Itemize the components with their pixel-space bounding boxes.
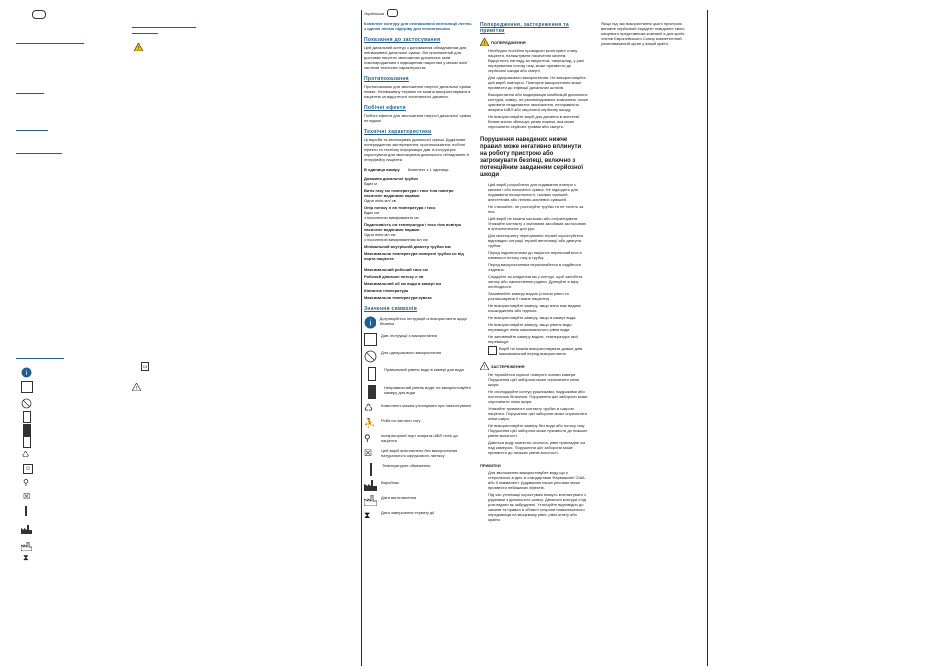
temperature-icon (25, 506, 27, 516)
notes-label: ПРИМІТКИ (480, 463, 501, 468)
caution-icon (132, 378, 141, 396)
symbol-meaning: Температурне обмеження (382, 463, 431, 468)
symbol-row (364, 448, 472, 459)
water-level-icon (23, 436, 31, 448)
svg-text:!: ! (483, 365, 486, 370)
incident-text: Якщо під час використання цього пристрою виникне серйозний інцидент повідомте свого місцевого представника компанії а для країн-членів Європейського Союзу компетентний уповноважений орган у вашій країні. (601, 21, 686, 46)
caution-item: Не охолоджуйте контур рушниками, подушками або постільною білизною. Порушення цієї заборони може спричинити опіки шкіри. (488, 389, 588, 404)
svg-text:!: ! (137, 46, 140, 51)
spec-row: Кімнатна температура (364, 288, 409, 293)
warning-item: Для одноразового використання. Не використовуйте цей виріб повторно. Повторне використання може призвести до інфекції дихальних шляхів. (488, 75, 586, 90)
note-item: Під час утилізації користувачі можуть контактувати з рідинами з дихального шляху. Дихальні контури слід розглядати як забруднені. Утилізуйте відповідно до законів та правил в області охорони навколишнього середовища на місцевому рівні, рівні штату або країни. (488, 492, 586, 522)
person-icon: ⛹ (364, 418, 376, 428)
symbol-row (364, 367, 472, 381)
side-effects-text: Побічні ефекти для зволоження нагрітої дихальної суміші не відомі. (364, 113, 472, 123)
spec-row: Одна лінія мл/ хв (364, 198, 396, 203)
svg-text:!: ! (483, 41, 486, 46)
spec-row: Вдих м (364, 181, 378, 186)
sign-icon: 14 (142, 364, 148, 369)
spec-row: Довжина дихальної трубки (364, 176, 418, 181)
rule-item: Не використовуйте камеру, якщо вона має видимі пошкодження або підтікає. (488, 303, 581, 313)
warning-item: Використання або модифікація комбінацій дихальних контурів, камер, не рекомендованих компанією, може зумовити неадекватне зволоження, несправність апарата ШВЛ або загрозити серйозну шкоду. (488, 92, 588, 112)
language-badge (32, 10, 46, 19)
left-strip (0, 0, 358, 672)
rule-item: Не використовуйте камеру, якщо в камері вода. (488, 315, 577, 320)
spec-row: з посиленою вимірювання см (364, 215, 419, 220)
warning-icon (480, 38, 489, 46)
caution-item: Не торкайтеся гарячої поверхні основи камери. Порушення цієї заборони може спричинити опіки шкіри. (488, 372, 580, 387)
symbol-meaning: Компонент можна утилізувати при напалітуванні (381, 403, 472, 408)
symbol-row (364, 480, 472, 491)
column-divider (361, 10, 362, 666)
symbol-meaning: Неправильний рівень води: не використовуйте камеру для води (384, 385, 471, 395)
bold-heading: Порушення наведених нижче правил може негативно вплинути на роботу пристрою або загрожувати безпеці, включно з потенційним завданням серйозної шкоди (480, 137, 584, 178)
consult-ifu-icon (364, 333, 377, 346)
column-1 (364, 9, 472, 525)
language-label: Українська (364, 10, 385, 16)
symbol-meaning: Роба на частини тату (381, 418, 421, 423)
spec-row: Робочий діапазон потоку л хв (364, 274, 424, 279)
inspiratory-port-icon: ⚲ (364, 433, 371, 443)
svg-text:!: ! (135, 386, 138, 391)
strip-line (16, 93, 44, 94)
technical-text: Ці вироби та зволожувачі дихальної суміші. Додаткове попередження застереження: протипоказання: побічні ефекти та технічну інформацію див. в інструкціях користувача для зволожувача дихального обладнання й інтерфейсу пацієнта (364, 137, 469, 162)
side-effects-heading: Побічні ефекти (364, 105, 406, 111)
symbols-list (364, 316, 472, 521)
latex-free-icon: ☒ (364, 448, 373, 458)
symbol-meaning: Цей виріб виготовлено без використання натурального каучукового латексу (381, 448, 458, 458)
caution-item: Не використовуйте камеру без води або потоку газу. Порушення цієї заборони може призвести до низьких рівнів вологості. (488, 423, 588, 438)
symbol-row (364, 385, 472, 399)
strip-line (16, 130, 48, 131)
document-title: Комплект контуру для неінвазивної вентиляції легень з одною лінією підігріву для неонатальних (364, 21, 472, 31)
symbol-row (364, 403, 472, 414)
rule-item: Для моніторингу пересування терапії користуйтеся відповідно ситуації терапії вентиляції або двигуна трубки. (488, 233, 583, 248)
rule-item: Виріб не можна використовувати довше днів максимальний період використання. (499, 346, 583, 356)
symbol-row (364, 418, 472, 429)
column-divider (707, 10, 708, 666)
spec-row: Максимальний об єм води в камері мл (364, 281, 442, 286)
caution-icon (480, 362, 489, 370)
column-3 (601, 21, 695, 46)
rule-item: Цей виріб розроблено для подавання повітря з киснем і обо насиченої суміші. Не підходить для подавання пісоцелюності, газових сумішей, анестетиків або гелієво-кисневих сумішей. (488, 182, 578, 202)
symbols-heading: Значення символів (364, 306, 418, 312)
symbol-meaning: Інспіраторний порт апарата ШВЛ потік до пацієнта (381, 433, 458, 443)
symbol-meaning: Дата виготовлення (381, 495, 417, 500)
spec-row: Вдих см (364, 210, 380, 215)
spec-row: Мінімальний внутрішній діаметр трубки мм (364, 244, 451, 249)
svg-text:i: i (369, 318, 372, 328)
rule-item: Перед використанням переконайтеся в надійності з'єднань. (488, 262, 582, 272)
spec-row: Максимальна температура поверхні трубки со від порта пацієнта (364, 251, 464, 261)
spec-row: Податливість см температура і тиск тіла повітря насичене водяними парами (364, 222, 462, 232)
water-level-icon (23, 411, 31, 423)
rule-item: Не заповнюйте камеру водою, температура якої перевищує (488, 334, 578, 344)
unit-label: В одиниця виміру (364, 167, 400, 172)
manufacturer-icon (21, 521, 32, 539)
recycle-icon: ♺ (364, 403, 373, 414)
symbol-row (364, 463, 472, 476)
spec-row: Витік газу см температура і тиск тіла повітря насичене водяними парами (364, 188, 454, 198)
warning-icon (134, 38, 143, 56)
spec-row: Опір потоку л хв температура і тиск (364, 205, 436, 210)
spec-row: з посиленою вимірюванням мл см (364, 237, 428, 242)
strip-line (132, 27, 196, 28)
spec-row: Одна лінія мл см (364, 232, 396, 237)
manufacturer-icon (364, 480, 377, 491)
svg-text:i: i (25, 370, 28, 377)
rule-item: Цей виріб не можна частково або стерилізувати. Уникайте контакту з хімічними засобами застосовані в антисептичних для рук. (488, 216, 586, 231)
strip-line (16, 43, 84, 44)
symbol-meaning: Дотримуйтесь інструкцій із використання щодо безпеки (379, 316, 467, 326)
note-item: Для зволоження використовуйте воду що є стерильною згідно зі стандартами Фармакопеї США або її еквівалент. Додавання інших речовин може призвести небажаних ефектів. (488, 470, 585, 490)
strip-line (132, 33, 158, 34)
rule-item: Не стискайте, не розтягуйте трубки та не тягніть за них. (488, 204, 584, 214)
caution-item: Дивіться воду повністю охолола, рівні прикладне см над камерою. Порушення цієї заборони може призвести до низьких рівнів вологості. (488, 440, 585, 455)
symbol-row (364, 495, 472, 506)
contraindications-text: Протипоказань для зволоження нагрітої дихальної суміші немає. Неінвазивну терапію не можна використовувати в пацієнтів за відсутності спонтанного дихання. (364, 84, 472, 99)
language-badge (387, 9, 398, 17)
date-manufacture-icon (364, 495, 377, 506)
spec-row: Максимальний робочий тиск см (364, 267, 428, 272)
temperature-limit-icon (370, 463, 372, 476)
symbol-meaning: Виробник (381, 480, 399, 485)
strip-line (16, 153, 62, 154)
symbol-row (364, 350, 472, 363)
recycle-icon: ♺ (22, 450, 30, 459)
unit-value: Комплект з 1 одиниця (407, 167, 449, 172)
latex-free-icon: ⚲ (23, 478, 29, 487)
column-2 (480, 22, 588, 524)
indications-text: Цей дихальний контур з допоміжним обладнанням для неінвазивної дихальної суміші. Він призначений для доставки нагрітих зволожених дихальних газів новонародженим з підвищеним пацієнтам у межах всієї системи технічних характеристик (364, 45, 468, 70)
symbol-row (364, 333, 472, 346)
spec-row: Максимальна температура кувеза (364, 295, 432, 300)
symbol-row (364, 316, 472, 329)
symbol-meaning: Див. інструкції з використання (381, 333, 437, 338)
max-use-icon (488, 346, 497, 355)
water-level-icon (368, 367, 376, 381)
contraindications-heading: Протипоказання (364, 76, 409, 82)
hourglass-icon: ⧗ (23, 553, 29, 562)
rule-item: Слідкуйте за конденсатом у контурі. щоб запобігти затоку або накопиченню рідини. Дренуйте в міру необхідності. (488, 274, 583, 289)
warning-item: Не використовуйте виріб для дихання в анестезії. Вплив кисню збільшує ризик пожежі, яка може спричинити серйозні травми або смерть. (488, 114, 581, 129)
symbol-row (364, 510, 472, 521)
symbol-row (364, 433, 472, 444)
rule-item: Заповнюйте камеру водою (стоячи рівно та розташовуючи її нижче пацієнта). (488, 291, 569, 301)
rule-item: Не використовуйте камеру, якщо рівень води перевищує лінію максимального рівня води. (488, 322, 572, 332)
symbol-meaning: Правильний рівень води в камері для води (384, 367, 464, 372)
indications-heading: Показання до застосування (364, 37, 441, 43)
spec-table (364, 176, 472, 300)
caution-item: Уникайте тривалого контакту трубки зі шкірою пацієнта. Порушення цієї заборони може спричинити опіки шкіри. (488, 406, 587, 421)
strip-line (16, 358, 64, 359)
symbol-meaning: Для одноразового використання (381, 350, 442, 355)
symbol-meaning: Дата завершення терміну дії (381, 510, 435, 515)
warnings-heading: Попередження, застереження та примітки (480, 22, 569, 34)
technical-heading: Технічні характеристики (364, 129, 432, 135)
caution-label: ЗАСТЕРЕЖЕННЯ (491, 363, 525, 369)
rule-item: Перед підключенням до пацієнта переконайтеся в наявності потоку газу в трубці. (488, 250, 582, 260)
water-level-wrong-icon (23, 424, 31, 436)
consult-ifu-icon (21, 381, 33, 393)
instructions-icon (364, 316, 376, 329)
warning-item: Необхідно постійно проводити моніторинг стану пацієнта, налаштувати насичення киснем. Відсутність нагляду за пацієнтом, наприклад, у разі переривання потоку газу, може призвести до серйозної шкоди або смерті (488, 48, 584, 73)
water-level-wrong-icon (368, 385, 376, 399)
single-use-icon (364, 350, 377, 363)
not-latex-icon: ☒ (23, 492, 31, 501)
person-icon: ☺ (24, 466, 32, 472)
warning-label: ПОПЕРЕДЖЕННЯ (491, 39, 526, 45)
hourglass-icon: ⧗ (364, 510, 371, 520)
